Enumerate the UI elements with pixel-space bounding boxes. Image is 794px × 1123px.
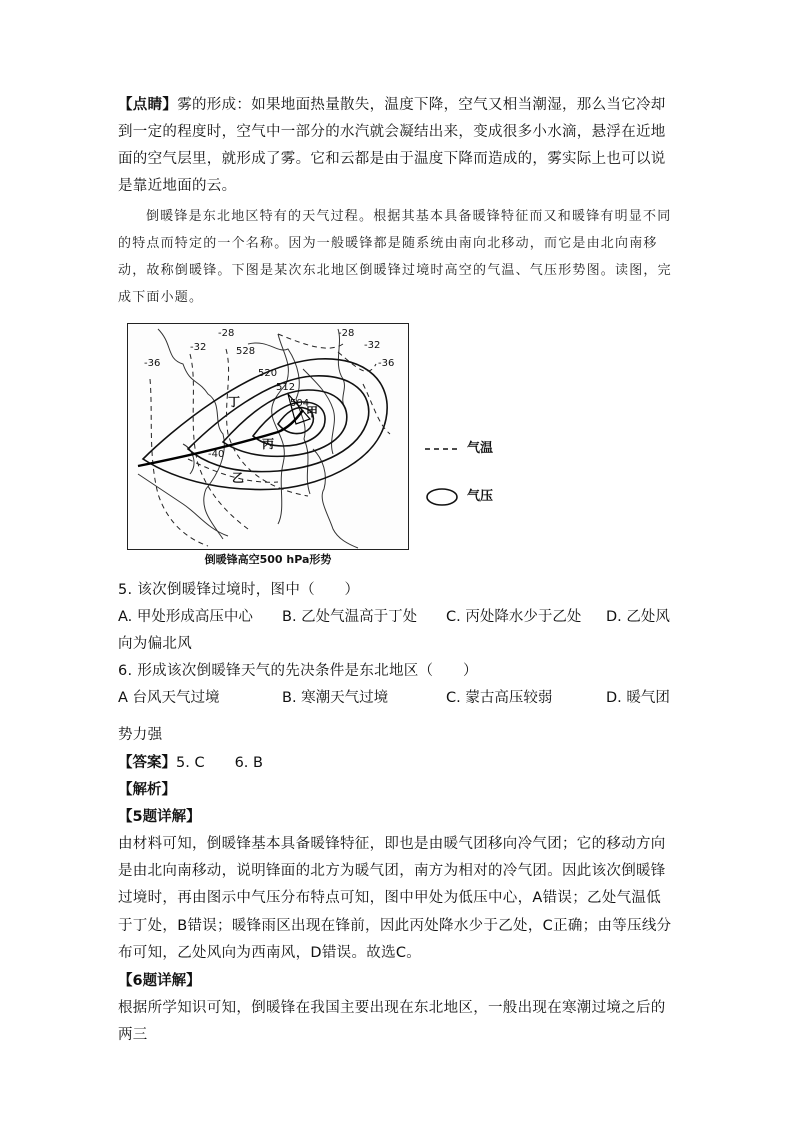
q5-option-b: B. 乙处气温高于丁处 [282,609,418,625]
weather-map [127,323,409,550]
q5-option-c: C. 丙处降水少于乙处 [446,609,582,625]
answer-line [118,750,263,777]
q5-option-d-cont: 向为偏北风 [118,636,192,652]
dianjing-text: 雾的形成：如果地面热量散失，温度下降，空气又相当潮湿，那么当它冷却到一定的程度时，空气中一部分的水汽就会凝结出来，变成很多小水滴，悬浮在近地面的空气层里，就形成了雾。它和云都是由于温度下降而造成的，雾实际上也可以说是靠近地面的云。 [118,97,666,194]
isotherm-label: -32 [190,342,207,353]
detail6-text: 根据所学知识可知，倒暖锋在我国主要出现在东北地区，一般出现在寒潮过境之后的两三 [118,1000,666,1043]
q6-option-b: B. 寒潮天气过境 [282,690,389,706]
q6-option-a: A 台风天气过境 [118,690,220,706]
legend-item-temperature [425,438,545,460]
detail5-label: 【5题详解】 [118,809,201,825]
answer-5: 5. C [176,755,205,771]
dianjing-paragraph [118,92,674,202]
isobar-label: 528 [236,346,256,357]
point-label-yi: 乙 [232,471,245,485]
q6-option-d-cont: 势力强 [118,727,163,743]
legend-label: 气温 [467,441,494,456]
map-caption: 倒暖锋高空500 hPa形势 [204,553,332,566]
detail5-text: 由材料可知，倒暖锋基本具备暖锋特征，即也是由暖气团移向冷气团；它的移动方向是由北向南移动，说明锋面的北方为暖气团，南方为相对的冷气团。因此该次倒暖锋过境时，再由图示中气压分布特点可知，图中甲处为低压中心，A错误；乙处气温低于丁处，B错误；暖锋雨区出现在锋前，因此丙处降水少于乙处，C正确；由等压线分布可知，乙处风向为西南风，D错误。故选C。 [118,836,672,961]
legend-label: 气压 [467,489,494,504]
q6-option-c: C. 蒙古高压较弱 [446,690,553,706]
dashed-line-icon [425,438,461,460]
detail6-label: 【6题详解】 [118,973,201,989]
isotherm-label: -28 [218,328,235,339]
point-label-ding: 丁 [228,395,241,409]
isotherm-label: -36 [144,358,161,369]
isotherm-label: -28 [338,328,355,339]
isobar-label: 504 [290,398,310,409]
answer-6: 6. B [234,755,263,771]
legend-item-pressure [425,486,545,508]
weather-map-svg [128,324,408,549]
q6-options [118,685,674,712]
isobar-label: 520 [258,368,278,379]
q6-stem: 6. 形成该次倒暖锋天气的先决条件是东北地区（ ） [118,663,478,679]
ellipse-icon [425,486,461,508]
isotherm-label: -40 [208,449,225,460]
isotherm-label: -36 [378,358,395,369]
q5-options [118,604,674,631]
intro-passage: 倒暖锋是东北地区特有的天气过程。根据其基本具备暖锋特征而又和暖锋有明显不同的特点而特定的一个名称。因为一般暖锋都是随系统由南向北移动，而它是由北向南移动，故称倒暖锋。下图是某次东北地区倒暖锋过境时高空的气温、气压形势图。读图，完成下面小题。 [118,209,672,305]
q5-option-a: A. 甲处形成高压中心 [118,609,253,625]
analysis-label: 【解析】 [118,782,176,798]
q5-stem: 5. 该次倒暖锋过境时，图中（ ） [118,582,360,598]
point-label-jia: 甲 [306,405,319,419]
dianjing-label: 【点睛】 [118,97,178,113]
coastline [138,329,358,548]
map-legend [425,438,545,508]
q6-option-d: D. 暖气团 [606,690,670,706]
isotherm-label: -32 [364,340,381,351]
q5-option-d: D. 乙处风 [606,609,670,625]
point-label-bing: 丙 [262,437,275,451]
isobar-label: 512 [276,382,296,393]
answer-label: 【答案】 [118,755,176,771]
